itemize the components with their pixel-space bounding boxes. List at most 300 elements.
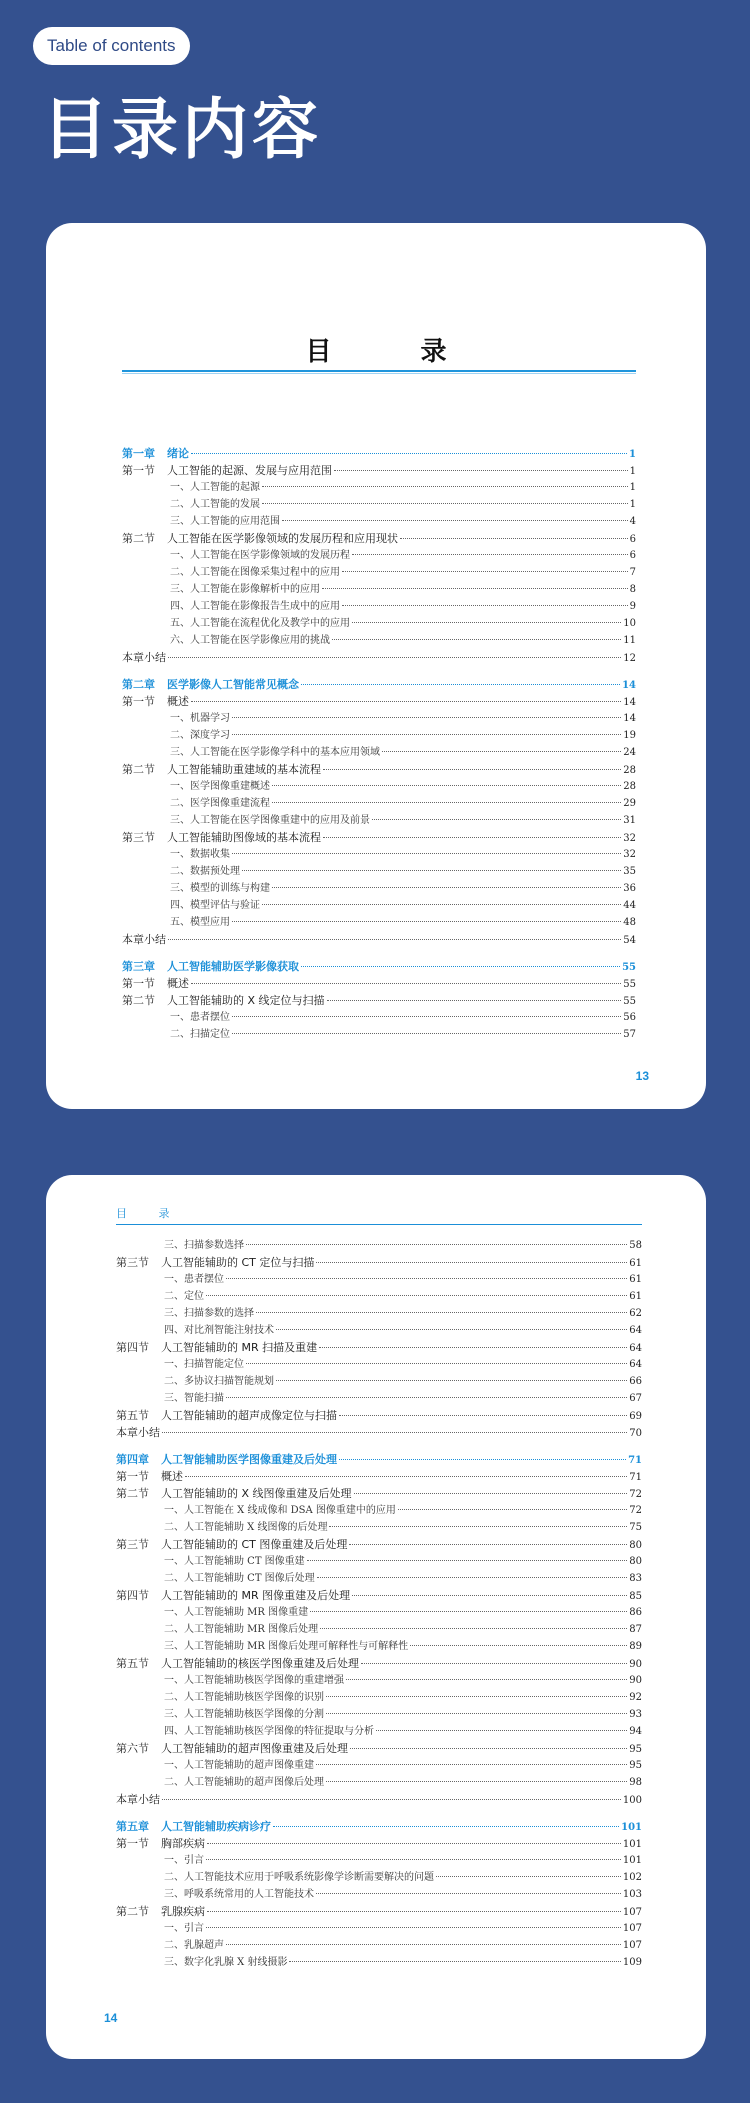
toc-section-entry[interactable] [116, 1536, 642, 1553]
dot-leader [242, 870, 621, 871]
entry-title: 二、人工智能辅助的超声图像后处理 [164, 1777, 324, 1788]
dot-leader [272, 802, 621, 803]
entry-page: 57 [623, 1029, 636, 1040]
toc-subsection-entry[interactable] [122, 778, 636, 795]
dot-leader [168, 939, 621, 940]
toc-subsection-entry[interactable] [116, 1288, 642, 1305]
entry-title: 一、人工智能辅助的超声图像重建 [164, 1760, 314, 1771]
entry-page: 95 [629, 1760, 642, 1771]
entry-page: 71 [628, 1455, 642, 1466]
entry-title: 四、模型评估与验证 [170, 900, 260, 911]
entry-title: 三、扫描参数选择 [164, 1240, 244, 1251]
entry-number: 第一节 [122, 695, 155, 708]
dot-leader [301, 684, 620, 685]
dot-leader [301, 966, 620, 967]
toc-section-entry[interactable] [116, 1254, 642, 1271]
toc-subsection-entry[interactable] [122, 564, 636, 581]
toc-summary-entry[interactable] [122, 931, 636, 948]
entry-page: 55 [623, 979, 636, 990]
dot-leader [352, 554, 628, 555]
entry-page: 44 [623, 900, 636, 911]
entry-title: 三、数字化乳腺 X 射线摄影 [164, 1957, 288, 1968]
toc-subsection-entry[interactable] [116, 1502, 642, 1519]
entry-title: 人工智能辅助医学图像重建及后处理 [161, 1453, 337, 1466]
entry-title: 一、人工智能辅助 MR 图像重建 [164, 1607, 309, 1618]
entry-title: 一、人工智能辅助 CT 图像重建 [164, 1556, 305, 1567]
dot-leader [207, 1911, 621, 1912]
entry-number: 第二节 [122, 994, 155, 1007]
toc-subsection-entry[interactable] [122, 632, 636, 649]
toc-subsection-entry[interactable] [116, 1869, 642, 1886]
entry-title: 一、医学图像重建概述 [170, 781, 270, 792]
entry-title: 人工智能在医学影像领域的发展历程和应用现状 [167, 532, 398, 545]
entry-page: 102 [622, 1872, 642, 1883]
dot-leader [339, 1459, 626, 1460]
entry-page: 1 [629, 499, 636, 510]
toc-section-entry[interactable] [122, 530, 636, 547]
entry-title: 人工智能辅助疾病诊疗 [161, 1820, 271, 1833]
entry-number: 第五节 [116, 1657, 149, 1670]
toc-subsection-entry[interactable] [116, 1553, 642, 1570]
dot-leader [206, 1295, 627, 1296]
entry-page: 12 [623, 653, 636, 664]
page-title: 目录内容 [42, 91, 322, 168]
dot-leader [276, 1329, 627, 1330]
toc-section-entry[interactable] [116, 1468, 642, 1485]
dot-leader [168, 657, 621, 658]
entry-page: 31 [623, 815, 636, 826]
toc-subsection-entry[interactable] [122, 479, 636, 496]
entry-title: 一、患者摆位 [170, 1012, 230, 1023]
dot-leader [232, 853, 621, 854]
dot-leader [350, 1748, 627, 1749]
entry-page: 90 [629, 1659, 642, 1670]
entry-page: 101 [622, 1839, 642, 1850]
entry-number: 第一章 [122, 447, 155, 460]
dot-leader [352, 622, 621, 623]
entry-page: 61 [629, 1291, 642, 1302]
entry-page: 64 [629, 1325, 642, 1336]
entry-page: 8 [629, 584, 636, 595]
entry-page: 86 [629, 1607, 642, 1618]
toc-subsection-entry[interactable] [116, 1373, 642, 1390]
dot-leader [272, 785, 621, 786]
toc-subsection-entry[interactable] [122, 598, 636, 615]
entry-title: 三、呼吸系统常用的人工智能技术 [164, 1889, 314, 1900]
entry-page: 55 [623, 996, 636, 1007]
entry-title: 一、引言 [164, 1923, 204, 1934]
entry-page: 93 [629, 1709, 642, 1720]
page-number: 13 [635, 1069, 649, 1083]
toc-heading: 目 录 [305, 337, 487, 367]
entry-page: 35 [623, 866, 636, 877]
entry-title: 三、人工智能在医学图像重建中的应用及前景 [170, 815, 370, 826]
dot-leader [246, 1363, 627, 1364]
toc-subsection-entry[interactable] [116, 1886, 642, 1903]
entry-page: 100 [622, 1795, 642, 1806]
dot-leader [326, 1713, 627, 1714]
dot-leader [323, 837, 621, 838]
toc-subsection-entry[interactable] [116, 1852, 642, 1869]
entry-title: 一、引言 [164, 1855, 204, 1866]
entry-title: 人工智能辅助的 CT 图像重建及后处理 [161, 1538, 348, 1551]
dot-leader [191, 701, 621, 702]
dot-leader [273, 1826, 619, 1827]
toc-subsection-entry[interactable] [122, 744, 636, 761]
entry-title: 三、人工智能的应用范围 [170, 516, 280, 527]
entry-page: 71 [629, 1472, 642, 1483]
entry-page: 6 [629, 534, 636, 545]
toc-summary-entry[interactable] [116, 1791, 642, 1808]
entry-page: 67 [629, 1393, 642, 1404]
dot-leader [436, 1876, 621, 1877]
entry-title: 一、机器学习 [170, 713, 230, 724]
toc-section-entry[interactable] [116, 1740, 642, 1757]
entry-title: 人工智能辅助的超声图像重建及后处理 [161, 1742, 348, 1755]
dot-leader [289, 1961, 620, 1962]
toc-subsection-entry[interactable] [122, 513, 636, 530]
entry-page: 70 [629, 1428, 642, 1439]
entry-number: 第一节 [122, 977, 155, 990]
dot-leader [342, 605, 628, 606]
dot-leader [372, 819, 621, 820]
entry-page: 11 [623, 635, 636, 646]
entry-page: 107 [622, 1907, 642, 1918]
dot-leader [319, 1347, 627, 1348]
dot-leader [207, 1843, 621, 1844]
entry-page: 92 [629, 1692, 642, 1703]
entry-title: 二、人工智能辅助 MR 图像后处理 [164, 1624, 319, 1635]
entry-title: 一、数据收集 [170, 849, 230, 860]
toc-chapter-entry[interactable] [122, 958, 636, 975]
dot-leader [276, 1380, 627, 1381]
entry-title: 本章小结 [122, 933, 166, 946]
entry-title: 二、人工智能辅助核医学图像的识别 [164, 1692, 324, 1703]
dot-leader [376, 1730, 627, 1731]
toc-subsection-entry[interactable] [116, 1757, 642, 1774]
entry-page: 107 [622, 1940, 642, 1951]
toc-subsection-entry[interactable] [116, 1706, 642, 1723]
dot-leader [226, 1397, 627, 1398]
dot-leader [162, 1432, 627, 1433]
toc-subsection-entry[interactable] [122, 581, 636, 598]
dot-leader [232, 1016, 621, 1017]
toc-section-entry[interactable] [122, 693, 636, 710]
toc-subsection-entry[interactable] [122, 710, 636, 727]
entry-title: 人工智能辅助的 X 线图像重建及后处理 [161, 1487, 352, 1500]
toc-section-entry[interactable] [122, 829, 636, 846]
entry-page: 90 [629, 1675, 642, 1686]
entry-page: 109 [622, 1957, 642, 1968]
toc-subsection-entry[interactable] [116, 1689, 642, 1706]
toc-section-entry[interactable] [122, 462, 636, 479]
entry-page: 87 [629, 1624, 642, 1635]
dot-leader [232, 717, 621, 718]
entry-page: 95 [629, 1744, 642, 1755]
dot-leader [206, 1859, 621, 1860]
entry-title: 人工智能的起源、发展与应用范围 [167, 464, 332, 477]
toc-subsection-entry[interactable] [116, 1604, 642, 1621]
entry-title: 二、人工智能辅助 CT 图像后处理 [164, 1573, 315, 1584]
dot-leader [191, 983, 621, 984]
dot-leader [226, 1278, 627, 1279]
toc-subsection-entry[interactable] [122, 863, 636, 880]
dot-leader [310, 1611, 627, 1612]
entry-number: 第一节 [116, 1470, 149, 1483]
toc-summary-entry[interactable] [116, 1424, 642, 1441]
entry-title: 三、扫描参数的选择 [164, 1308, 254, 1319]
running-head: 目 录 [116, 1205, 642, 1225]
dot-leader [162, 1799, 621, 1800]
dot-leader [262, 904, 621, 905]
dot-leader [191, 453, 627, 454]
toc-section-entry[interactable] [116, 1407, 642, 1424]
toc-summary-entry[interactable] [122, 649, 636, 666]
entry-title: 人工智能辅助重建域的基本流程 [167, 763, 321, 776]
entry-number: 第二节 [122, 763, 155, 776]
dot-leader [332, 639, 621, 640]
dot-leader [329, 1526, 627, 1527]
toc-page-1 [46, 223, 706, 1109]
dot-leader [342, 571, 628, 572]
toc-subsection-entry[interactable] [116, 1570, 642, 1587]
entry-title: 五、模型应用 [170, 917, 230, 928]
toc-subsection-entry[interactable] [116, 1621, 642, 1638]
entry-title: 二、乳腺超声 [164, 1940, 224, 1951]
entry-title: 二、定位 [164, 1291, 204, 1302]
entry-number: 第一节 [122, 464, 155, 477]
entry-title: 人工智能辅助的 MR 图像重建及后处理 [161, 1589, 351, 1602]
entry-title: 一、扫描智能定位 [164, 1359, 244, 1370]
entry-page: 7 [629, 567, 636, 578]
toc-subsection-entry[interactable] [116, 1937, 642, 1954]
toc-subsection-entry[interactable] [116, 1519, 642, 1536]
toc-subsection-entry[interactable] [116, 1305, 642, 1322]
entry-title: 六、人工智能在医学影像应用的挑战 [170, 635, 330, 646]
entry-title: 本章小结 [122, 651, 166, 664]
entry-title: 四、人工智能在影像报告生成中的应用 [170, 601, 340, 612]
dot-leader [316, 1764, 627, 1765]
toc-subsection-entry[interactable] [122, 496, 636, 513]
dot-leader [326, 1696, 627, 1697]
entry-page: 61 [629, 1258, 642, 1269]
entry-page: 32 [623, 833, 636, 844]
entry-title: 三、人工智能辅助 MR 图像后处理可解释性与可解释性 [164, 1641, 409, 1652]
toc-subsection-entry[interactable] [116, 1638, 642, 1655]
entry-page: 89 [629, 1641, 642, 1652]
entry-title: 医学影像人工智能常见概念 [167, 678, 299, 691]
entry-title: 人工智能辅助的 MR 扫描及重建 [161, 1341, 318, 1354]
toc-section-entry[interactable] [116, 1903, 642, 1920]
toc-subsection-entry[interactable] [116, 1390, 642, 1407]
toc-section-entry[interactable] [116, 1485, 642, 1502]
toc-subsection-entry[interactable] [122, 1026, 636, 1043]
entry-title: 三、模型的训练与构建 [170, 883, 270, 894]
entry-page: 19 [623, 730, 636, 741]
toc-subsection-entry[interactable] [116, 1356, 642, 1373]
entry-title: 胸部疾病 [161, 1837, 205, 1850]
entry-title: 人工智能辅助的 CT 定位与扫描 [161, 1256, 315, 1269]
entry-page: 103 [622, 1889, 642, 1900]
toc-chapter-entry[interactable] [116, 1451, 642, 1468]
entry-page: 28 [623, 765, 636, 776]
entry-title: 人工智能辅助图像域的基本流程 [167, 831, 321, 844]
entry-title: 二、扫描定位 [170, 1029, 230, 1040]
toc-subsection-entry[interactable] [116, 1672, 642, 1689]
toc-subsection-entry[interactable] [116, 1954, 642, 1971]
entry-title: 一、人工智能在医学影像领域的发展历程 [170, 550, 350, 561]
entry-page: 28 [623, 781, 636, 792]
dot-leader [327, 1000, 622, 1001]
dot-leader [339, 1415, 627, 1416]
dot-leader [322, 588, 628, 589]
entry-page: 72 [629, 1505, 642, 1516]
entry-page: 66 [629, 1376, 642, 1387]
entry-number: 第三章 [122, 960, 155, 973]
toc-subsection-entry[interactable] [116, 1322, 642, 1339]
toc-section-entry[interactable] [116, 1339, 642, 1356]
toc-subsection-entry[interactable] [122, 914, 636, 931]
dot-leader [354, 1493, 628, 1494]
dot-leader [317, 1577, 628, 1578]
entry-number: 第二章 [122, 678, 155, 691]
dot-leader [334, 470, 628, 471]
entry-page: 98 [629, 1777, 642, 1788]
dot-leader [320, 1628, 627, 1629]
entry-title: 三、人工智能在医学影像学科中的基本应用领域 [170, 747, 380, 758]
entry-page: 107 [622, 1923, 642, 1934]
entry-number: 第四章 [116, 1453, 149, 1466]
page-number: 14 [104, 2011, 118, 2025]
dot-leader [323, 769, 621, 770]
toc-section-entry[interactable] [122, 975, 636, 992]
heading-rule [122, 370, 636, 374]
toc-subsection-entry[interactable] [122, 812, 636, 829]
entry-page: 14 [622, 680, 636, 691]
entry-page: 29 [623, 798, 636, 809]
entry-title: 人工智能辅助的 X 线定位与扫描 [167, 994, 325, 1007]
dot-leader [382, 751, 621, 752]
toc-section-entry[interactable] [122, 992, 636, 1009]
entry-page: 101 [621, 1822, 642, 1833]
entry-page: 55 [622, 962, 636, 973]
entry-title: 四、对比剂智能注射技术 [164, 1325, 274, 1336]
toc-subsection-entry[interactable] [116, 1237, 642, 1254]
entry-page: 1 [629, 449, 636, 460]
entry-page: 4 [629, 516, 636, 527]
entry-page: 1 [629, 466, 636, 477]
entry-page: 80 [629, 1556, 642, 1567]
entry-page: 24 [623, 747, 636, 758]
entry-title: 二、人工智能技术应用于呼吸系统影像学诊断需要解决的问题 [164, 1872, 434, 1883]
entry-page: 9 [629, 601, 636, 612]
toc-subsection-entry[interactable] [122, 727, 636, 744]
entry-title: 概述 [167, 977, 189, 990]
toc-subsection-entry[interactable] [122, 615, 636, 632]
toc-subsection-entry[interactable] [122, 547, 636, 564]
dot-leader [262, 486, 628, 487]
entry-page: 61 [629, 1274, 642, 1285]
toc-section-entry[interactable] [116, 1587, 642, 1604]
dot-leader [282, 520, 628, 521]
entry-page: 75 [629, 1522, 642, 1533]
toc-chapter-entry[interactable] [116, 1818, 642, 1835]
entry-page: 32 [623, 849, 636, 860]
entry-number: 第二节 [116, 1905, 149, 1918]
entry-page: 1 [629, 482, 636, 493]
entry-number: 第六节 [116, 1742, 149, 1755]
toc-section-entry[interactable] [122, 761, 636, 778]
entry-title: 绪论 [167, 447, 189, 460]
dot-leader [316, 1262, 627, 1263]
entry-number: 第三节 [122, 831, 155, 844]
toc-section-entry[interactable] [116, 1655, 642, 1672]
toc-chapter-entry[interactable] [122, 676, 636, 693]
dot-leader [246, 1244, 627, 1245]
entry-page: 69 [629, 1411, 642, 1422]
entry-page: 36 [623, 883, 636, 894]
toc-subsection-entry[interactable] [116, 1920, 642, 1937]
entry-page: 54 [623, 935, 636, 946]
entry-title: 本章小结 [116, 1426, 160, 1439]
toc-subsection-entry[interactable] [116, 1723, 642, 1740]
toc-subsection-entry[interactable] [122, 1009, 636, 1026]
entry-page: 14 [623, 697, 636, 708]
entry-title: 人工智能辅助的超声成像定位与扫描 [161, 1409, 337, 1422]
entry-title: 三、智能扫描 [164, 1393, 224, 1404]
entry-title: 二、人工智能在图像采集过程中的应用 [170, 567, 340, 578]
entry-title: 二、人工智能辅助 X 线图像的后处理 [164, 1522, 328, 1533]
dot-leader [272, 887, 621, 888]
dot-leader [361, 1663, 627, 1664]
entry-page: 14 [623, 713, 636, 724]
entry-page: 85 [629, 1591, 642, 1602]
toc-subsection-entry[interactable] [122, 795, 636, 812]
entry-title: 四、人工智能辅助核医学图像的特征提取与分析 [164, 1726, 374, 1737]
entry-title: 一、人工智能在 X 线成像和 DSA 图像重建中的应用 [164, 1505, 396, 1516]
entry-title: 二、多协议扫描智能规划 [164, 1376, 274, 1387]
toc-subsection-entry[interactable] [122, 846, 636, 863]
entry-page: 80 [629, 1540, 642, 1551]
toc-subsection-entry[interactable] [122, 897, 636, 914]
toc-subsection-entry[interactable] [116, 1774, 642, 1791]
dot-leader [400, 538, 628, 539]
entry-number: 第一节 [116, 1837, 149, 1850]
dot-leader [398, 1509, 627, 1510]
toc-section-entry[interactable] [116, 1835, 642, 1852]
entry-number: 第二节 [116, 1487, 149, 1500]
entry-title: 二、人工智能的发展 [170, 499, 260, 510]
entry-page: 94 [629, 1726, 642, 1737]
toc-subsection-entry[interactable] [116, 1271, 642, 1288]
toc-subsection-entry[interactable] [122, 880, 636, 897]
dot-leader [316, 1893, 621, 1894]
entry-page: 10 [623, 618, 636, 629]
toc-chapter-entry[interactable] [122, 445, 636, 462]
dot-leader [256, 1312, 627, 1313]
dot-leader [232, 1033, 621, 1034]
entry-title: 一、人工智能的起源 [170, 482, 260, 493]
entry-page: 101 [622, 1855, 642, 1866]
toc-page-2 [46, 1175, 706, 2059]
table-of-contents-pill: Table of contents [33, 27, 190, 65]
entry-page: 64 [629, 1343, 642, 1354]
entry-title: 三、人工智能辅助核医学图像的分割 [164, 1709, 324, 1720]
dot-leader [232, 734, 621, 735]
entry-title: 概述 [161, 1470, 183, 1483]
entry-number: 第五章 [116, 1820, 149, 1833]
dot-leader [346, 1679, 627, 1680]
